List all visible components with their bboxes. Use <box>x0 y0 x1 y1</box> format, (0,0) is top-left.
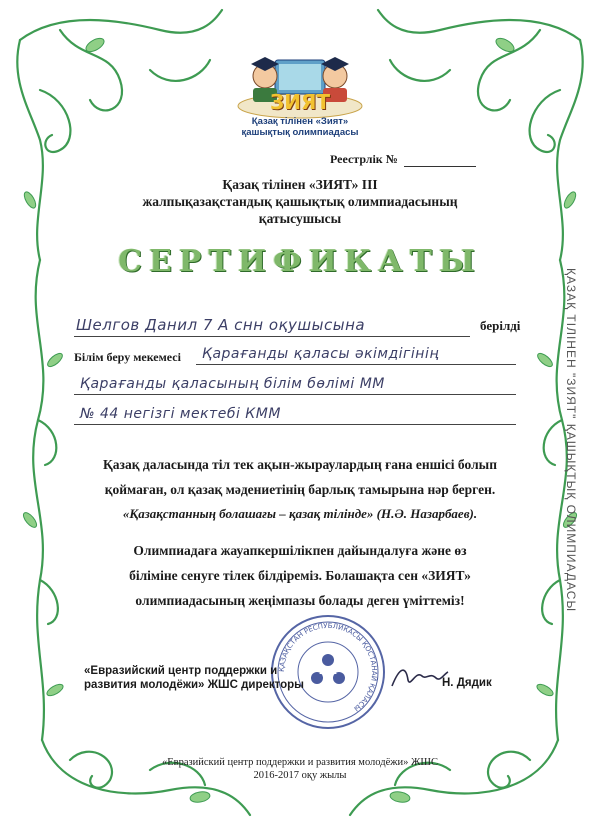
side-text: ҚАЗАҚ ТІЛІНЕН "ЗИЯТ" ҚАШЫҚТЫҚ ОЛИМПИАДАСЫ <box>564 268 578 613</box>
organization-director <box>84 664 304 692</box>
quote-text: «Қазақстанның болашағы – қазақ тілінде» (Н.Ә. Назарбаев). <box>122 506 478 521</box>
wish-line3: олимпиадасының жеңімпазы болады деген үміттеміз! <box>135 593 465 608</box>
certificate-subtitle <box>90 176 510 227</box>
institution-text-3: № 44 негізгі мектебі КММ <box>80 406 281 422</box>
org-line1: «Евразийский центр поддержки и <box>84 665 278 677</box>
registry-number <box>330 152 476 167</box>
footer-line2: 2016-2017 оқу жылы <box>253 770 347 781</box>
org-line2: развития молодёжи» ЖШС директоры <box>84 679 304 691</box>
footer-line1: «Евразийский центр поддержки и развития молодёжи» ЖШС <box>161 757 439 768</box>
registry-label: Реестрлік № <box>330 152 398 166</box>
registry-blank <box>404 155 476 167</box>
subtitle-line3: қатысушысы <box>258 211 342 226</box>
side-vertical-text <box>564 268 588 738</box>
institution-line-2 <box>74 374 516 395</box>
body-paragraph <box>60 452 540 502</box>
logo-caption <box>220 116 380 138</box>
subtitle-line2: жалпықазақстандық қашықтық олимпиадасының <box>142 194 458 209</box>
institution-line-1 <box>196 344 516 365</box>
subtitle-line1: Қазақ тілінен «ЗИЯТ» III <box>222 177 378 192</box>
certificate-title: СЕРТИФИКАТЫ <box>118 244 482 279</box>
institution-text-2: Қарағанды қаласының білім бөлімі ММ <box>80 376 385 392</box>
stamp-ring-text: ҚАЗАҚСТАН РЕСПУБЛИКАСЫ ҚОСТАНАЙ ҚАЛАСЫ <box>277 621 379 713</box>
body-line1: Қазақ даласында тіл тек ақын-жыраулардың ғана еншісі болып <box>103 457 497 472</box>
logo-caption-line2: қашықтық олимпиадасы <box>241 127 359 138</box>
footer <box>120 756 480 782</box>
institution-text-1: Қарағанды қаласы әкімдігінің <box>202 346 440 362</box>
institution-line-3 <box>74 404 516 425</box>
institution-label: Білім беру мекемесі <box>74 350 181 364</box>
wish-paragraph <box>90 538 510 613</box>
director-signature <box>390 662 450 692</box>
director-name: Н. Дядик <box>442 677 492 689</box>
wish-line1: Олимпиадаға жауапкершілікпен дайындалуға және өз <box>133 543 467 558</box>
logo-brand: ЗИЯТ <box>270 90 330 114</box>
wish-line2: біліміне сенуге тілек білдіреміз. Болашақта сен «ЗИЯТ» <box>129 568 471 583</box>
logo-caption-line1: Қазақ тілінен «Зият» <box>251 116 349 127</box>
body-line2: қоймаған, ол қазақ мәдениетінің барлық тамырына нәр берген. <box>104 482 496 497</box>
recipient-suffix: берілді <box>480 318 521 333</box>
recipient-name-line <box>74 314 470 337</box>
recipient-name: Шелгов Данил 7 А снн оқушысына <box>76 316 366 334</box>
